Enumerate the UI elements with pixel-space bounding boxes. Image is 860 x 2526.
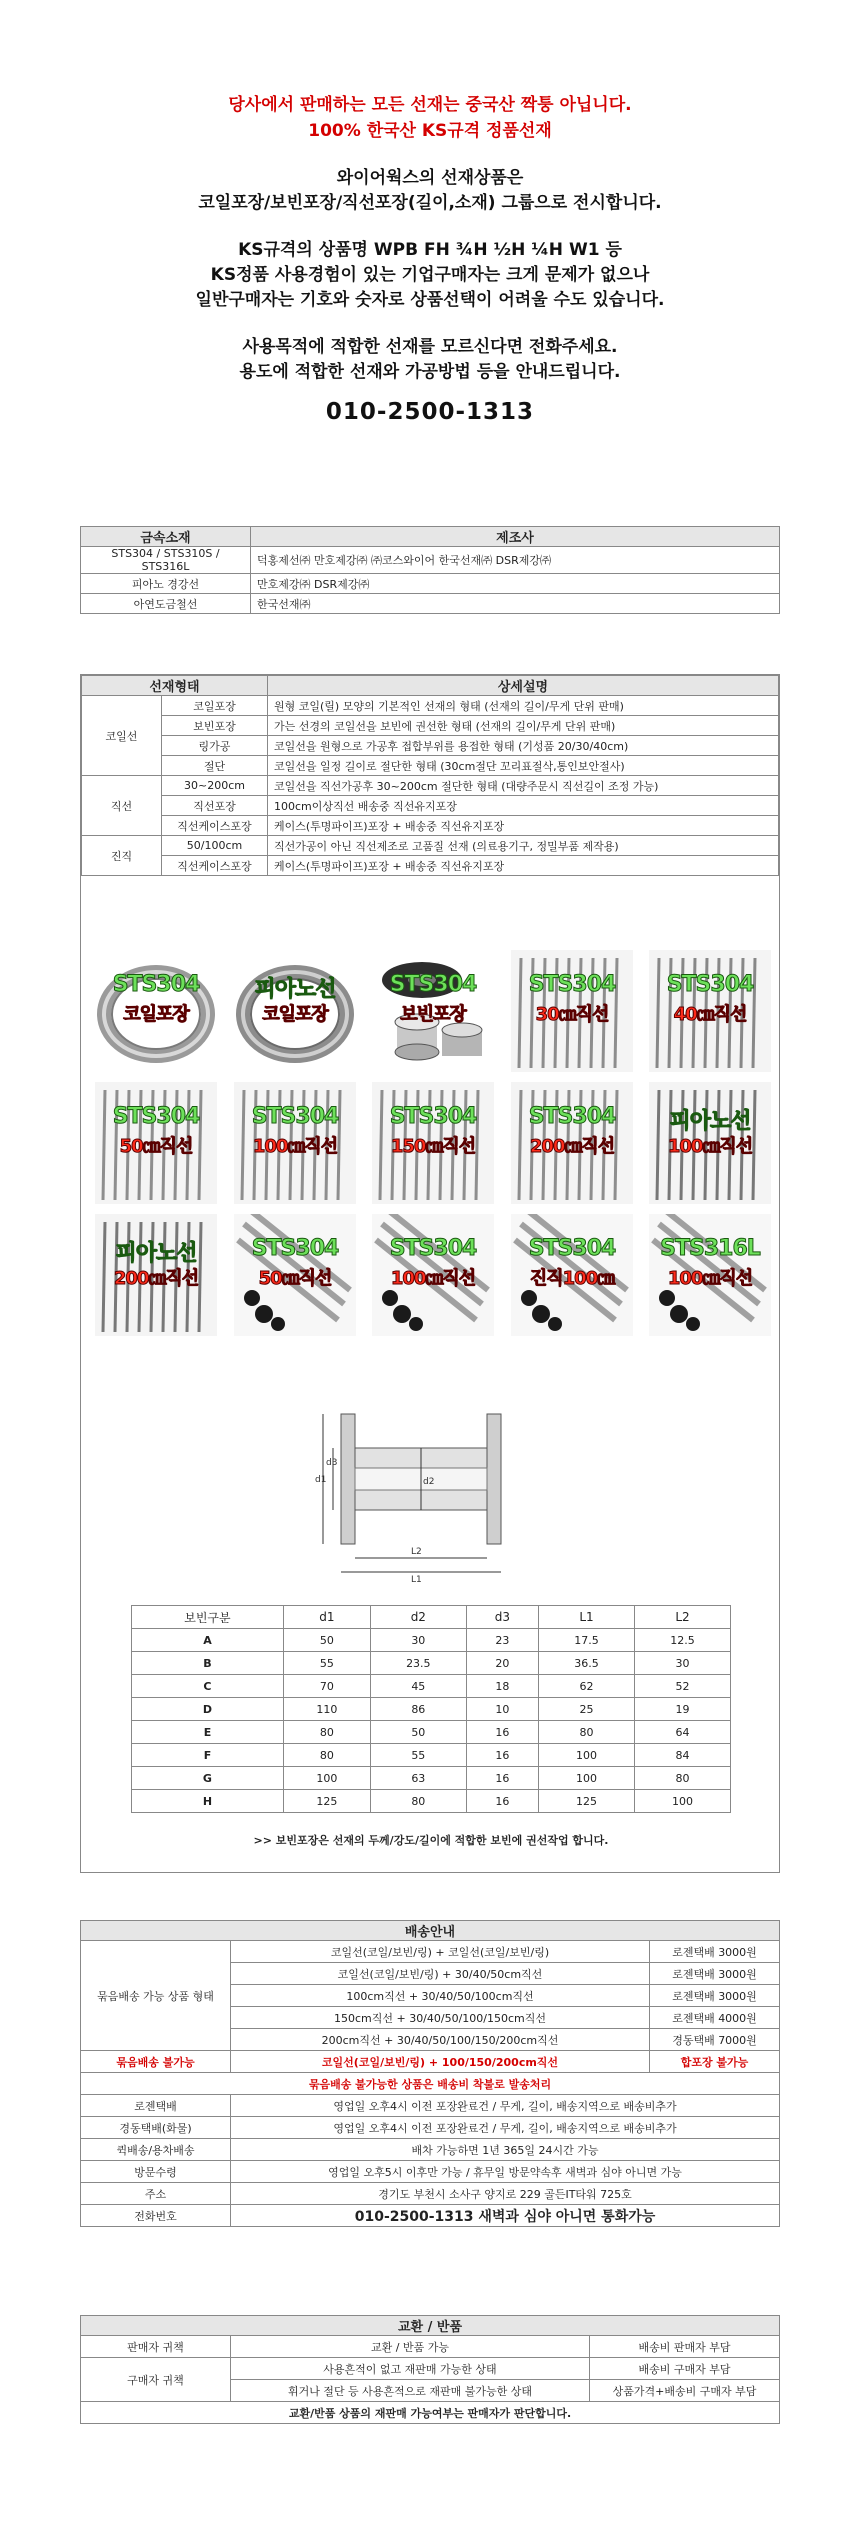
wire-form-table: [81, 675, 779, 876]
intro-red-line-1: 당사에서 판매하는 모든 선재는 중국산 짝퉁 아닙니다.: [228, 95, 632, 115]
photo-label-material: 피아노선: [669, 1109, 751, 1134]
spool-cell: 52: [635, 1675, 731, 1698]
table-row: [132, 1790, 731, 1813]
table-row: [81, 547, 780, 574]
spool-cell: A: [132, 1629, 284, 1652]
table-row: [82, 796, 779, 816]
unavailable-price: 합포장 불가능: [650, 2051, 780, 2073]
intro-para1-line2: 코일포장/보빈포장/직선포장(길이,소재) 그룹으로 전시합니다.: [198, 193, 662, 213]
table-row: [81, 2161, 780, 2183]
bundle-desc: 200cm직선 + 30/40/50/100/150/200cm직선: [231, 2029, 650, 2051]
spool-cell: D: [132, 1698, 284, 1721]
product-photo-rods[interactable]: [511, 1082, 633, 1204]
photo-label-material: STS304: [112, 1104, 200, 1129]
table-row: [82, 776, 779, 796]
spool-cell: 30: [635, 1652, 731, 1675]
spool-cell: 70: [283, 1675, 370, 1698]
photo-label-material: STS304: [528, 1104, 616, 1129]
ship-method: 방문수령: [81, 2161, 231, 2183]
spool-cell: 23.5: [370, 1652, 466, 1675]
diagram-label-d2: d2: [423, 1477, 435, 1487]
spool-cell: 18: [466, 1675, 538, 1698]
intro-para2-line3: 일반구매자는 기호와 숫자로 상품선택이 어려울 수도 있습니다.: [195, 290, 665, 310]
unavailable-label: 묶음배송 불가능: [81, 2051, 231, 2073]
table-row: [81, 2183, 780, 2205]
photo-label-type: 코일포장: [123, 1004, 189, 1025]
bundle-desc: 100cm직선 + 30/40/50/100cm직선: [231, 1985, 650, 2007]
diagram-label-L2: L2: [411, 1547, 422, 1557]
bundle-desc: 150cm직선 + 30/40/50/100/150cm직선: [231, 2007, 650, 2029]
exchange-condition: 사용흔적이 없고 재판매 가능한 상태: [231, 2358, 590, 2380]
table-row: [81, 594, 780, 614]
spool-cell: 80: [370, 1790, 466, 1813]
spool-cell: 16: [466, 1721, 538, 1744]
table-row: [132, 1721, 731, 1744]
photo-label-type: 30㎝직선: [535, 1004, 609, 1025]
table-row: [82, 836, 779, 856]
unavailable-note: 묶음배송 불가능한 상품은 배송비 착불로 발송처리: [81, 2073, 780, 2095]
bobbin-size-table: [131, 1605, 731, 1813]
form-subtype: 50/100cm: [162, 836, 268, 856]
maker-metal: STS304 / STS310S / STS316L: [81, 547, 251, 574]
spool-cell: 16: [466, 1790, 538, 1813]
product-photo-coil[interactable]: [95, 950, 217, 1072]
spool-cell: E: [132, 1721, 284, 1744]
form-desc: 코일선을 원형으로 가공후 접합부위를 용접한 형태 (기성품 20/30/40cm): [268, 736, 779, 756]
spool-cell: B: [132, 1652, 284, 1675]
photo-label-type: 코일포장: [262, 1004, 328, 1025]
spool-header: d2: [370, 1606, 466, 1629]
bundle-price: 로젠택배 3000원: [650, 1985, 780, 2007]
spool-header: d1: [283, 1606, 370, 1629]
photo-label-material: STS304: [251, 1104, 339, 1129]
spool-cell: 50: [370, 1721, 466, 1744]
form-desc: 케이스(투명파이프)포장 + 배송중 직선유지포장: [268, 816, 779, 836]
spool-cell: 45: [370, 1675, 466, 1698]
table-row: [132, 1767, 731, 1790]
bundle-price: 로젠택배 4000원: [650, 2007, 780, 2029]
spool-cell: 36.5: [539, 1652, 635, 1675]
product-photo-rods[interactable]: [649, 1082, 771, 1204]
bundle-desc: 코일선(코일/보빈/링) + 코일선(코일/보빈/링): [231, 1941, 650, 1963]
table-row: [81, 2051, 780, 2073]
form-category: 진직: [82, 836, 162, 876]
bobbin-diagram: [311, 1400, 531, 1585]
product-photo-rods[interactable]: [372, 1082, 494, 1204]
product-photo-rods[interactable]: [649, 950, 771, 1072]
photo-label-type: 200㎝직선: [113, 1268, 199, 1289]
product-photo-case[interactable]: [649, 1214, 771, 1336]
table-row: [81, 2095, 780, 2117]
diagram-label-d1: d1: [315, 1475, 327, 1485]
photo-label-type: 보빈포장: [400, 1004, 466, 1025]
table-row: [82, 816, 779, 836]
form-desc: 100cm이상직선 배송중 직선유지포장: [268, 796, 779, 816]
spool-cell: 55: [283, 1652, 370, 1675]
spool-cell: 100: [635, 1790, 731, 1813]
table-row: [81, 2205, 780, 2227]
product-photo-rods[interactable]: [95, 1214, 217, 1336]
spool-cell: 63: [370, 1767, 466, 1790]
ship-method: 퀵배송/용차배송: [81, 2139, 231, 2161]
bundle-price: 경동택배 7000원: [650, 2029, 780, 2051]
table-row: [132, 1629, 731, 1652]
spool-cell: 84: [635, 1744, 731, 1767]
form-subtype: 직선포장: [162, 796, 268, 816]
spool-cell: 62: [539, 1675, 635, 1698]
spool-cell: 16: [466, 1744, 538, 1767]
exchange-condition: 교환 / 반품 가능: [231, 2336, 590, 2358]
product-photo-rods[interactable]: [234, 1082, 356, 1204]
photo-label-type: 50㎝직선: [119, 1136, 193, 1157]
photo-label-type: 100㎝직선: [667, 1268, 753, 1289]
ship-detail: 영업일 오후4시 이전 포장완료건 / 무게, 길이, 배송지역으로 배송비추가: [231, 2095, 780, 2117]
table-row: [132, 1698, 731, 1721]
ship-detail: 영업일 오후4시 이전 포장완료건 / 무게, 길이, 배송지역으로 배송비추가: [231, 2117, 780, 2139]
table-row: [82, 856, 779, 876]
form-desc: 코일선을 일정 길이로 절단한 형태 (30cm절단 꼬리표절삭,통인보안절사): [268, 756, 779, 776]
unavailable-desc: 코일선(코일/보빈/링) + 100/150/200cm직선: [231, 2051, 650, 2073]
shipping-title: 배송안내: [81, 1921, 780, 1941]
exchange-reason: 구매자 귀책: [81, 2358, 231, 2402]
form-subtype: 보빈포장: [162, 716, 268, 736]
spool-cell: 80: [283, 1721, 370, 1744]
spool-cell: 100: [539, 1744, 635, 1767]
spool-cell: C: [132, 1675, 284, 1698]
form-desc: 원형 코일(릴) 모양의 기본적인 선재의 형태 (선재의 길이/무게 단위 판매): [268, 696, 779, 716]
intro-para2-line1: KS규격의 상품명 WPB FH ¾H ½H ¼H W1 등: [238, 240, 622, 260]
exchange-reason: 판매자 귀책: [81, 2336, 231, 2358]
table-row: [132, 1744, 731, 1767]
bundle-label: 묶음배송 가능 상품 형태: [81, 1941, 231, 2051]
photo-label-type: 진직100㎝: [529, 1268, 615, 1289]
spool-cell: 80: [539, 1721, 635, 1744]
exchange-cost: 배송비 구매자 부담: [590, 2358, 780, 2380]
spool-cell: 55: [370, 1744, 466, 1767]
bundle-price: 로젠택배 3000원: [650, 1963, 780, 1985]
spool-cell: 64: [635, 1721, 731, 1744]
spool-cell: 17.5: [539, 1629, 635, 1652]
product-photo-bobbin[interactable]: [372, 950, 494, 1072]
photo-label-material: STS304: [528, 1236, 616, 1261]
table-row: [82, 716, 779, 736]
photo-label-material: STS304: [666, 972, 754, 997]
diagram-label-d3: d3: [326, 1458, 338, 1468]
spool-header: d3: [466, 1606, 538, 1629]
phone-label: 전화번호: [81, 2205, 231, 2227]
photo-label-material: STS304: [389, 972, 477, 997]
intro-block: [0, 92, 860, 425]
exchange-note: 교환/반품 상품의 재판매 가능여부는 판매자가 판단합니다.: [81, 2402, 780, 2424]
spool-cell: 25: [539, 1698, 635, 1721]
photo-label-material: STS304: [251, 1236, 339, 1261]
form-subtype: 절단: [162, 756, 268, 776]
form-desc: 가는 선경의 코일선을 보빈에 권선한 형태 (선재의 길이/무게 단위 판매): [268, 716, 779, 736]
spool-header: L1: [539, 1606, 635, 1629]
spool-cell: 12.5: [635, 1629, 731, 1652]
ship-detail: 배차 가능하면 1년 365일 24시간 가능: [231, 2139, 780, 2161]
table-row: [82, 736, 779, 756]
product-photo-case[interactable]: [372, 1214, 494, 1336]
table-row: [81, 2402, 780, 2424]
maker-header-metal: 금속소재: [81, 527, 251, 547]
exchange-cost: 상품가격+배송비 구매자 부담: [590, 2380, 780, 2402]
ship-method: 경동택배(화물): [81, 2117, 231, 2139]
photo-label-material: STS304: [389, 1236, 477, 1261]
spool-cell: G: [132, 1767, 284, 1790]
table-row: [132, 1652, 731, 1675]
maker-names: 만호제강㈜ DSR제강㈜: [251, 574, 780, 594]
exchange-title: 교환 / 반품: [81, 2316, 780, 2336]
form-desc: 직선가공이 아닌 직선제조로 고품질 선재 (의료용기구, 정밀부품 제작용): [268, 836, 779, 856]
product-photo-rods[interactable]: [95, 1082, 217, 1204]
photo-label-type: 50㎝직선: [258, 1268, 332, 1289]
photo-label-type: 150㎝직선: [390, 1136, 476, 1157]
table-row: [81, 2358, 780, 2380]
form-desc: 코일선을 직선가공후 30~200cm 절단한 형태 (대량주문시 직선길이 조정 가능): [268, 776, 779, 796]
product-photo-case[interactable]: [511, 1214, 633, 1336]
form-category: 직선: [82, 776, 162, 836]
product-photo-coil[interactable]: [234, 950, 356, 1072]
spool-cell: H: [132, 1790, 284, 1813]
ship-detail: 영업일 오후5시 이후만 가능 / 휴무일 방문약속후 새벽과 심야 아니면 가능: [231, 2161, 780, 2183]
table-row: [82, 756, 779, 776]
table-row: [81, 2336, 780, 2358]
form-subtype: 직선케이스포장: [162, 816, 268, 836]
form-header-type: 선재형태: [82, 676, 268, 696]
form-header-detail: 상세설명: [268, 676, 779, 696]
spool-cell: 110: [283, 1698, 370, 1721]
spool-cell: 125: [539, 1790, 635, 1813]
spool-cell: 125: [283, 1790, 370, 1813]
spool-header: L2: [635, 1606, 731, 1629]
maker-table: [80, 526, 780, 614]
intro-para2-line2: KS정품 사용경험이 있는 기업구매자는 크게 문제가 없으나: [210, 265, 650, 285]
spool-cell: 16: [466, 1767, 538, 1790]
table-row: [81, 1941, 780, 1963]
photo-label-material: STS304: [528, 972, 616, 997]
spool-cell: 20: [466, 1652, 538, 1675]
maker-metal: 아연도금철선: [81, 594, 251, 614]
photo-label-material: 피아노선: [115, 1241, 197, 1266]
photo-label-material: STS304: [389, 1104, 477, 1129]
maker-names: 한국선재㈜: [251, 594, 780, 614]
form-subtype: 30~200cm: [162, 776, 268, 796]
exchange-condition: 휘거나 절단 등 사용흔적으로 재판매 불가능한 상태: [231, 2380, 590, 2402]
spool-cell: 30: [370, 1629, 466, 1652]
bundle-desc: 코일선(코일/보빈/링) + 30/40/50cm직선: [231, 1963, 650, 1985]
spool-cell: 100: [539, 1767, 635, 1790]
spool-cell: F: [132, 1744, 284, 1767]
photo-label-type: 100㎝직선: [252, 1136, 338, 1157]
photo-label-type: 200㎝직선: [529, 1136, 615, 1157]
ship-method: 주소: [81, 2183, 231, 2205]
product-photo-case[interactable]: [234, 1214, 356, 1336]
table-row: [132, 1675, 731, 1698]
photo-label-material: 피아노선: [254, 977, 336, 1002]
shipping-table: [80, 1920, 780, 2227]
diagram-label-L1: L1: [411, 1575, 422, 1585]
spool-cell: 100: [283, 1767, 370, 1790]
spool-cell: 86: [370, 1698, 466, 1721]
phone-value[interactable]: 010-2500-1313 새벽과 심야 아니면 통화가능: [231, 2205, 780, 2227]
photo-label-type: 100㎝직선: [390, 1268, 476, 1289]
form-category: 코일선: [82, 696, 162, 776]
form-subtype: 코일포장: [162, 696, 268, 716]
exchange-table: [80, 2315, 780, 2424]
spool-cell: 10: [466, 1698, 538, 1721]
photo-label-material: STS304: [112, 972, 200, 997]
bobbin-note: >> 보빈포장은 선재의 두께/강도/길이에 적합한 보빈에 권선작업 합니다.: [253, 1834, 609, 1847]
intro-para1-line1: 와이어웍스의 선재상품은: [336, 168, 524, 188]
photo-label-type: 100㎝직선: [667, 1136, 753, 1157]
maker-names: 덕홍제선㈜ 만호제강㈜ ㈜코스와이어 한국선재㈜ DSR제강㈜: [251, 547, 780, 574]
ship-address: 경기도 부천시 소사구 양지로 229 골든IT타워 725호: [231, 2183, 780, 2205]
spool-cell: 19: [635, 1698, 731, 1721]
ship-method: 로젠택배: [81, 2095, 231, 2117]
exchange-cost: 배송비 판매자 부담: [590, 2336, 780, 2358]
spool-cell: 80: [283, 1744, 370, 1767]
table-row: [82, 696, 779, 716]
photo-label-material: STS316L: [660, 1236, 760, 1261]
spool-cell: 50: [283, 1629, 370, 1652]
spool-cell: 23: [466, 1629, 538, 1652]
product-photo-rods[interactable]: [511, 950, 633, 1072]
table-row: [81, 2139, 780, 2161]
intro-para3-line1: 사용목적에 적합한 선재를 모르신다면 전화주세요.: [242, 337, 618, 357]
table-row: [81, 2073, 780, 2095]
photo-label-type: 40㎝직선: [673, 1004, 747, 1025]
form-desc: 케이스(투명파이프)포장 + 배송중 직선유지포장: [268, 856, 779, 876]
form-subtype: 링가공: [162, 736, 268, 756]
spool-header: 보빈구분: [132, 1606, 284, 1629]
wire-form-section: [80, 674, 780, 1873]
intro-red-line-2: 100% 한국산 KS규격 정품선재: [308, 121, 552, 141]
maker-metal: 피아노 경강선: [81, 574, 251, 594]
table-row: [81, 2117, 780, 2139]
maker-header-maker: 제조사: [251, 527, 780, 547]
form-subtype: 직선케이스포장: [162, 856, 268, 876]
table-row: [81, 574, 780, 594]
spool-cell: 80: [635, 1767, 731, 1790]
intro-phone[interactable]: 010-2500-1313: [325, 399, 535, 425]
intro-para3-line2: 용도에 적합한 선재와 가공방법 등을 안내드립니다.: [239, 362, 621, 382]
bundle-price: 로젠택배 3000원: [650, 1941, 780, 1963]
